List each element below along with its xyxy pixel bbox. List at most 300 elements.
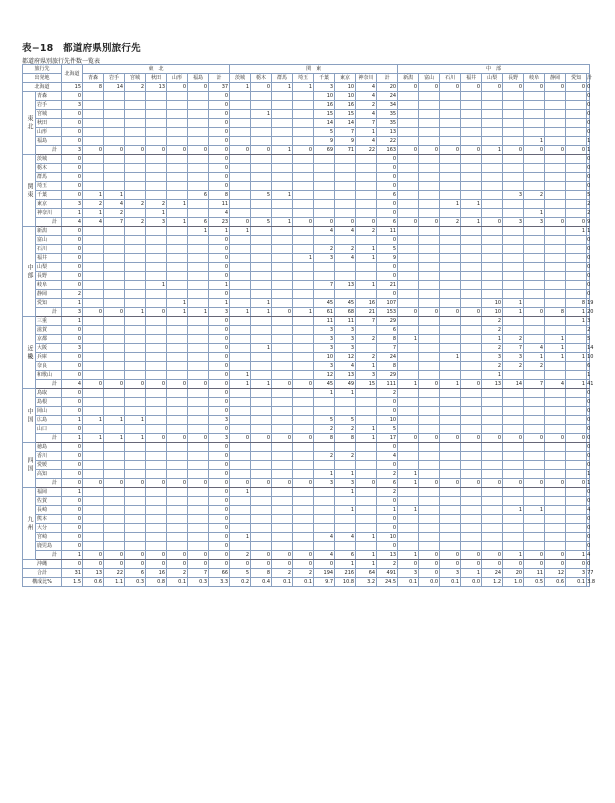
value-cell [83,155,104,164]
value-cell [293,416,314,425]
value-cell: 1 [230,488,251,497]
value-cell [503,515,524,524]
value-cell [566,443,587,452]
value-cell [398,344,419,353]
value-cell [482,524,503,533]
value-cell [356,164,377,173]
table-row [23,92,590,101]
value-cell [545,110,566,119]
region-group-label: 九州 [23,488,36,560]
value-cell [251,326,272,335]
value-cell: 0 [62,245,83,254]
value-cell: 2 [125,200,146,209]
value-cell [419,101,440,110]
value-cell [398,182,419,191]
value-cell: 2 [482,344,503,353]
value-cell: 3 [314,362,335,371]
value-cell: 0 [524,83,545,92]
value-cell [272,470,293,479]
value-cell: 10.8 [335,578,356,587]
value-cell [104,524,125,533]
value-cell [419,173,440,182]
value-cell [251,470,272,479]
value-cell [125,191,146,200]
value-cell: 13 [377,128,398,137]
value-cell: 0 [62,560,83,569]
value-cell [482,209,503,218]
value-cell: 0 [230,479,251,488]
value-cell [251,407,272,416]
region-chubu-header: 中 部 [398,65,590,74]
value-cell: 0 [377,200,398,209]
value-cell [146,506,167,515]
value-cell [566,173,587,182]
value-cell [125,362,146,371]
value-cell [419,254,440,263]
table-row [23,227,590,236]
value-cell: 0 [482,551,503,560]
value-cell [272,92,293,101]
value-cell: 0 [293,380,314,389]
value-cell [419,317,440,326]
value-cell [545,389,566,398]
value-cell [335,497,356,506]
value-cell [524,272,545,281]
value-cell: 4 [587,507,591,513]
value-cell: 3 [62,101,83,110]
hokkaido-header: 北海道 [62,65,83,83]
value-cell [440,398,461,407]
value-cell [83,245,104,254]
value-cell: 163 [377,146,398,155]
value-cell [482,173,503,182]
value-cell [146,407,167,416]
value-cell: 3.3 [209,578,230,587]
value-cell [461,245,482,254]
value-cell [461,425,482,434]
value-cell [356,488,377,497]
value-cell [104,290,125,299]
value-cell [524,299,545,308]
value-cell [482,227,503,236]
value-cell: 0 [293,551,314,560]
page-title: 表−18 都道府県別旅行先 [22,43,141,54]
value-cell [146,173,167,182]
value-cell [104,470,125,479]
value-cell [314,164,335,173]
value-cell [314,524,335,533]
value-cell: 4 [356,137,377,146]
value-cell: 8 [83,83,104,92]
value-cell [167,290,188,299]
value-cell [83,344,104,353]
value-cell [251,362,272,371]
value-cell [125,101,146,110]
value-cell [104,389,125,398]
value-cell: 21 [377,281,398,290]
value-cell: 1 [398,551,419,560]
value-cell: 1 [62,488,83,497]
value-cell [398,353,419,362]
value-cell: 0 [377,263,398,272]
value-cell [251,182,272,191]
value-cell [167,407,188,416]
value-cell [482,488,503,497]
value-cell: 0 [419,83,440,92]
value-cell [230,272,251,281]
value-cell [272,524,293,533]
value-cell: 35 [377,110,398,119]
value-cell [104,254,125,263]
value-cell: 16 [335,101,356,110]
value-cell: 0 [587,111,591,117]
value-cell [230,281,251,290]
value-cell: 1 [62,317,83,326]
value-cell [314,263,335,272]
value-cell: 0 [419,551,440,560]
value-cell [83,353,104,362]
value-cell [188,488,209,497]
value-cell: 2 [335,452,356,461]
row-label: 新潟 [36,227,62,236]
value-cell [125,155,146,164]
value-cell: 0 [209,254,230,263]
value-cell: 0 [104,560,125,569]
value-cell [188,371,209,380]
value-cell [125,371,146,380]
value-cell: 0 [125,146,146,155]
value-cell: 0 [146,380,167,389]
value-cell [440,245,461,254]
value-cell [419,299,440,308]
value-cell [83,128,104,137]
value-cell: 1 [188,227,209,236]
value-cell: 2 [482,326,503,335]
value-cell: 0 [209,389,230,398]
value-cell [503,200,524,209]
value-cell [503,227,524,236]
value-cell [272,101,293,110]
value-cell: 4 [104,200,125,209]
value-cell: 22 [377,137,398,146]
value-cell: 1 [356,425,377,434]
value-cell: 0 [125,380,146,389]
value-cell [545,488,566,497]
value-cell [146,119,167,128]
value-cell [188,128,209,137]
value-cell: 0 [587,102,591,108]
pref-header-cell: 計 [209,74,230,83]
value-cell: 0 [293,146,314,155]
pref-header-cell: 富山 [419,74,440,83]
pref-header-cell: 愛知 [566,74,587,83]
value-cell: 10 [377,416,398,425]
row-label: 鹿児島 [36,542,62,551]
value-cell: 0 [209,560,230,569]
value-cell [146,398,167,407]
value-cell [146,137,167,146]
value-cell: 0 [209,317,230,326]
value-cell: 2 [524,191,545,200]
value-cell: 24.5 [377,578,398,587]
value-cell: 0 [545,479,566,488]
value-cell [356,407,377,416]
value-cell [230,155,251,164]
value-cell [566,245,587,254]
value-cell: 0.1 [167,578,188,587]
value-cell [167,515,188,524]
value-cell [545,254,566,263]
value-cell [482,137,503,146]
value-cell [272,200,293,209]
value-cell [104,335,125,344]
value-cell [125,326,146,335]
value-cell: 491 [377,569,398,578]
value-cell: 0 [272,434,293,443]
value-cell: 1 [356,533,377,542]
value-cell [566,461,587,470]
value-cell: 0 [587,435,591,441]
value-cell [188,542,209,551]
value-cell [440,524,461,533]
value-cell: 0 [377,209,398,218]
value-cell: 68 [335,308,356,317]
value-cell: 4 [356,83,377,92]
value-cell: 2 [314,452,335,461]
value-cell: 0.1 [272,578,293,587]
value-cell [524,389,545,398]
value-cell: 7 [503,344,524,353]
value-cell: 1 [461,200,482,209]
value-cell: 0 [83,308,104,317]
value-cell: 1 [125,308,146,317]
value-cell [83,227,104,236]
region-group-label: 四国 [23,443,36,488]
value-cell: 3 [62,146,83,155]
value-cell: 0.0 [461,578,482,587]
value-cell [545,272,566,281]
value-cell [440,371,461,380]
value-cell: 1 [272,146,293,155]
value-cell [482,119,503,128]
value-cell [545,119,566,128]
value-cell: 1 [356,245,377,254]
table-row [23,182,590,191]
value-cell [545,263,566,272]
value-cell: 1 [356,560,377,569]
row-label: 秋田 [36,119,62,128]
pref-header-cell: 計 [377,74,398,83]
region-group-label: 中部 [23,227,36,317]
value-cell: 3 [62,200,83,209]
value-cell: 8 [209,191,230,200]
value-cell: 0 [293,479,314,488]
value-cell [335,443,356,452]
value-cell [167,281,188,290]
value-cell [524,533,545,542]
value-cell [167,461,188,470]
value-cell [524,461,545,470]
value-cell: 1 [272,83,293,92]
value-cell: 0 [503,560,524,569]
value-cell [482,416,503,425]
value-cell [272,299,293,308]
value-cell [440,362,461,371]
value-cell [146,542,167,551]
row-label: 北海道 [23,83,62,92]
pref-header-cell: 群馬 [272,74,293,83]
value-cell [398,254,419,263]
value-cell [272,353,293,362]
value-cell [566,290,587,299]
value-cell: 1 [62,209,83,218]
value-cell [482,92,503,101]
value-cell: 5 [377,245,398,254]
value-cell: 16 [146,569,167,578]
table-row [23,416,590,425]
value-cell [566,470,587,479]
value-cell [482,443,503,452]
value-cell: 1 [440,200,461,209]
value-cell: 10 [314,353,335,362]
value-cell [293,182,314,191]
value-cell [125,497,146,506]
value-cell [482,290,503,299]
value-cell [398,416,419,425]
value-cell [167,119,188,128]
value-cell: 0 [377,515,398,524]
value-cell [440,137,461,146]
value-cell: 17 [377,434,398,443]
region-group-label: 関東 [23,155,36,227]
value-cell [230,443,251,452]
value-cell [461,191,482,200]
value-cell [188,335,209,344]
value-cell [566,335,587,344]
value-cell: 1 [356,254,377,263]
value-cell [566,92,587,101]
row-label: 計 [36,479,62,488]
value-cell [167,137,188,146]
value-cell [419,344,440,353]
value-cell: 4 [314,533,335,542]
value-cell [104,407,125,416]
value-cell [104,281,125,290]
value-cell [293,515,314,524]
table-row [23,164,590,173]
value-cell: 19 [587,300,594,306]
value-cell: 0 [503,434,524,443]
value-cell [545,92,566,101]
value-cell [545,371,566,380]
value-cell [356,155,377,164]
value-cell: 0 [377,398,398,407]
value-cell: 0 [62,92,83,101]
value-cell [125,290,146,299]
value-cell [167,443,188,452]
value-cell: 0 [104,146,125,155]
value-cell [272,362,293,371]
value-cell: 31 [62,569,83,578]
value-cell [188,173,209,182]
value-cell [83,182,104,191]
value-cell: 0 [293,218,314,227]
value-cell [230,344,251,353]
value-cell [293,245,314,254]
value-cell [398,236,419,245]
value-cell [503,164,524,173]
value-cell: 0 [209,371,230,380]
value-cell [230,542,251,551]
value-cell: 20 [587,309,594,315]
value-cell [125,542,146,551]
value-cell [461,533,482,542]
value-cell [293,155,314,164]
value-cell [230,263,251,272]
value-cell [482,263,503,272]
value-cell: 1 [272,218,293,227]
value-cell: 2 [440,218,461,227]
value-cell: 9.7 [314,578,335,587]
value-cell [104,137,125,146]
value-cell [545,137,566,146]
value-cell [251,425,272,434]
value-cell [146,488,167,497]
value-cell [398,425,419,434]
value-cell: 1 [167,200,188,209]
value-cell: 21 [356,308,377,317]
table-row [23,533,590,542]
row-label: 石川 [36,245,62,254]
value-cell: 1 [377,506,398,515]
value-cell [440,335,461,344]
value-cell [125,452,146,461]
value-cell [482,128,503,137]
value-cell [167,362,188,371]
value-cell: 0 [62,281,83,290]
value-cell: 1 [293,308,314,317]
value-cell [104,443,125,452]
value-cell [419,200,440,209]
value-cell [125,254,146,263]
value-cell: 4 [62,218,83,227]
value-cell [272,119,293,128]
pref-header-cell: 埼玉 [293,74,314,83]
value-cell [272,290,293,299]
value-cell: 1 [545,353,566,362]
value-cell: 4 [62,380,83,389]
value-cell: 2 [482,362,503,371]
value-cell [293,299,314,308]
value-cell [419,263,440,272]
value-cell [524,335,545,344]
value-cell [83,443,104,452]
value-cell [293,470,314,479]
value-cell [125,92,146,101]
value-cell [125,299,146,308]
value-cell [398,326,419,335]
value-cell [314,290,335,299]
value-cell [503,254,524,263]
value-cell [440,344,461,353]
value-cell [83,263,104,272]
value-cell [419,407,440,416]
value-cell [545,506,566,515]
value-cell: 0 [503,146,524,155]
value-cell [440,515,461,524]
value-cell: 107 [377,299,398,308]
value-cell: 2 [356,227,377,236]
